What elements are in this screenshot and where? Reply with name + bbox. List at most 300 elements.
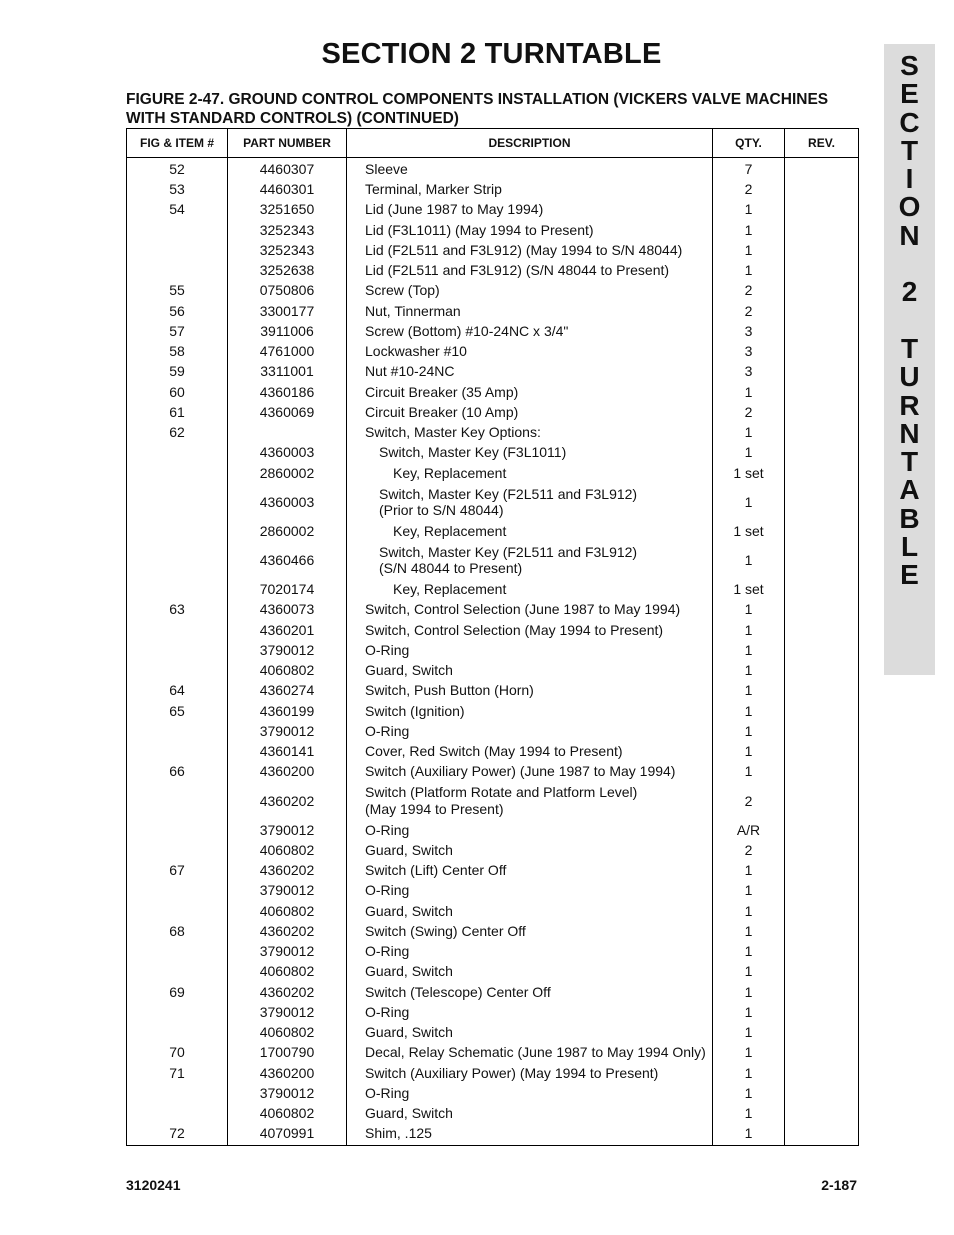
table-row — [127, 941, 859, 961]
qty-cell: 2 — [713, 179, 785, 199]
description-cell — [347, 260, 713, 280]
side-tab-letter: T — [900, 446, 919, 478]
qty-cell: 1 — [713, 220, 785, 240]
fig-item-cell: 72 — [127, 1124, 228, 1146]
qty-cell: 1 — [713, 260, 785, 280]
rev-cell — [785, 158, 859, 180]
description-line: Lid (F2L511 and F3L912) (May 1994 to S/N 48044) — [365, 241, 683, 258]
description-line: Lid (F2L511 and F3L912) (S/N 48044 to Present) — [365, 262, 670, 279]
fig-item-cell — [127, 579, 228, 599]
side-tab-letter: A — [899, 474, 920, 506]
column-header-description: DESCRIPTION — [347, 129, 713, 158]
rev-cell — [785, 982, 859, 1002]
description-cell — [347, 962, 713, 982]
qty-cell: 2 — [713, 281, 785, 301]
rev-cell — [785, 483, 859, 521]
column-header-part-number: PART NUMBER — [228, 129, 347, 158]
part-number-cell: 3790012 — [228, 1002, 347, 1022]
side-tab-letter: O — [898, 191, 921, 223]
side-tab-letter: L — [900, 531, 919, 563]
fig-item-cell: 71 — [127, 1063, 228, 1083]
part-number-cell: 3252343 — [228, 220, 347, 240]
table-row — [127, 660, 859, 680]
description-line: Switch, Master Key Options: — [365, 424, 541, 441]
part-number-cell: 4060802 — [228, 840, 347, 860]
part-number-cell: 3790012 — [228, 1083, 347, 1103]
rev-cell — [785, 402, 859, 422]
part-number-cell: 4360200 — [228, 1063, 347, 1083]
part-number-cell: 4060802 — [228, 962, 347, 982]
description-cell — [347, 200, 713, 220]
description-line: Terminal, Marker Strip — [365, 181, 502, 198]
qty-cell: 1 — [713, 941, 785, 961]
side-tab-letter: E — [900, 78, 919, 110]
table-row — [127, 881, 859, 901]
table-row — [127, 463, 859, 483]
part-number-cell: 4360003 — [228, 443, 347, 463]
description-line: Switch, Master Key (F3L1011) — [379, 444, 567, 461]
fig-item-cell — [127, 962, 228, 982]
fig-item-cell — [127, 1103, 228, 1123]
table-row — [127, 422, 859, 442]
qty-cell: 3 — [713, 321, 785, 341]
table-row — [127, 483, 859, 521]
part-number-cell: 4060802 — [228, 1103, 347, 1123]
fig-item-cell: 60 — [127, 382, 228, 402]
description-line: Guard, Switch — [365, 963, 453, 980]
qty-cell: 2 — [713, 782, 785, 820]
side-tab-letter: N — [899, 219, 920, 251]
table-row — [127, 1022, 859, 1042]
column-header-fig-item: FIG & ITEM # — [127, 129, 228, 158]
fig-item-cell: 62 — [127, 422, 228, 442]
qty-cell: 1 — [713, 240, 785, 260]
fig-item-cell — [127, 220, 228, 240]
part-number-cell: 4360202 — [228, 782, 347, 820]
description-cell — [347, 901, 713, 921]
table-row — [127, 200, 859, 220]
side-tab-letter: B — [899, 502, 920, 534]
qty-cell: 3 — [713, 341, 785, 361]
qty-cell: 1 — [713, 860, 785, 880]
description-cell — [347, 521, 713, 541]
qty-cell: 1 set — [713, 463, 785, 483]
description-line: Switch, Master Key (F2L511 and F3L912) — [379, 543, 638, 560]
part-number-cell: 3790012 — [228, 941, 347, 961]
fig-item-cell: 68 — [127, 921, 228, 941]
qty-cell: 1 — [713, 1022, 785, 1042]
table-row — [127, 901, 859, 921]
description-line: Guard, Switch — [365, 1105, 453, 1122]
fig-item-cell: 57 — [127, 321, 228, 341]
description-line: Key, Replacement — [393, 581, 507, 598]
rev-cell — [785, 579, 859, 599]
figure-title-line-1: FIGURE 2-47. GROUND CONTROL COMPONENTS INSTALLATION (VICKERS VALVE MACHINES — [126, 91, 829, 108]
description-cell — [347, 382, 713, 402]
parts-table — [126, 128, 859, 1146]
description-line: Switch (Ignition) — [365, 702, 465, 719]
fig-item-cell — [127, 640, 228, 660]
qty-cell: 1 — [713, 762, 785, 782]
qty-cell: 1 — [713, 541, 785, 579]
fig-item-cell: 59 — [127, 362, 228, 382]
part-number-cell: 3790012 — [228, 640, 347, 660]
section-title: SECTION 2 TURNTABLE — [321, 38, 662, 70]
part-number-cell: 4360003 — [228, 483, 347, 521]
table-row — [127, 382, 859, 402]
description-cell — [347, 721, 713, 741]
description-cell — [347, 1124, 713, 1146]
table-row — [127, 640, 859, 660]
description-cell — [347, 640, 713, 660]
table-header-row — [127, 129, 859, 158]
table-row — [127, 1103, 859, 1123]
description-line: Key, Replacement — [393, 522, 507, 539]
qty-cell: 1 — [713, 200, 785, 220]
description-line: Switch (Auxiliary Power) (June 1987 to May 1994) — [365, 763, 676, 780]
qty-cell: 7 — [713, 158, 785, 180]
part-number-cell: 4360202 — [228, 921, 347, 941]
fig-item-cell — [127, 1022, 228, 1042]
parts-table-body — [127, 158, 859, 1146]
description-cell — [347, 443, 713, 463]
qty-cell: 1 — [713, 921, 785, 941]
rev-cell — [785, 179, 859, 199]
side-tab-letter: I — [905, 163, 914, 195]
part-number-cell: 4761000 — [228, 341, 347, 361]
table-row — [127, 962, 859, 982]
part-number-cell: 4460307 — [228, 158, 347, 180]
qty-cell: 1 — [713, 681, 785, 701]
description-cell — [347, 541, 713, 579]
fig-item-cell: 69 — [127, 982, 228, 1002]
description-line: Shim, .125 — [365, 1125, 432, 1142]
fig-item-cell — [127, 620, 228, 640]
rev-cell — [785, 640, 859, 660]
rev-cell — [785, 620, 859, 640]
description-line: Switch (Lift) Center Off — [365, 862, 507, 879]
side-tab-letter: E — [900, 559, 919, 591]
description-cell — [347, 281, 713, 301]
description-cell — [347, 820, 713, 840]
description-line: Switch (Swing) Center Off — [365, 922, 526, 939]
part-number-cell: 1700790 — [228, 1043, 347, 1063]
rev-cell — [785, 362, 859, 382]
description-cell — [347, 362, 713, 382]
qty-cell: 1 — [713, 1063, 785, 1083]
fig-item-cell — [127, 521, 228, 541]
qty-cell: 1 set — [713, 579, 785, 599]
rev-cell — [785, 660, 859, 680]
part-number-cell: 3311001 — [228, 362, 347, 382]
description-cell — [347, 463, 713, 483]
description-cell — [347, 1002, 713, 1022]
table-row — [127, 1002, 859, 1022]
rev-cell — [785, 840, 859, 860]
part-number-cell: 4060802 — [228, 901, 347, 921]
part-number-cell: 4060802 — [228, 1022, 347, 1042]
qty-cell: 1 — [713, 982, 785, 1002]
table-row — [127, 443, 859, 463]
fig-item-cell — [127, 443, 228, 463]
table-row — [127, 179, 859, 199]
description-cell — [347, 782, 713, 820]
rev-cell — [785, 541, 859, 579]
fig-item-cell — [127, 541, 228, 579]
description-cell — [347, 1083, 713, 1103]
qty-cell: 1 — [713, 1124, 785, 1146]
part-number-cell: 4360202 — [228, 860, 347, 880]
fig-item-cell — [127, 840, 228, 860]
qty-cell: 1 — [713, 1002, 785, 1022]
fig-item-cell — [127, 1083, 228, 1103]
rev-cell — [785, 1124, 859, 1146]
rev-cell — [785, 881, 859, 901]
description-cell — [347, 220, 713, 240]
description-cell — [347, 158, 713, 180]
description-cell — [347, 660, 713, 680]
rev-cell — [785, 220, 859, 240]
part-number-cell: 3790012 — [228, 881, 347, 901]
description-cell — [347, 982, 713, 1002]
description-cell — [347, 681, 713, 701]
description-line: Cover, Red Switch (May 1994 to Present) — [365, 743, 623, 760]
table-row — [127, 840, 859, 860]
qty-cell: 1 — [713, 600, 785, 620]
fig-item-cell: 53 — [127, 179, 228, 199]
description-cell — [347, 762, 713, 782]
table-row — [127, 1083, 859, 1103]
fig-item-cell: 65 — [127, 701, 228, 721]
rev-cell — [785, 1022, 859, 1042]
description-line: Nut, Tinnerman — [365, 302, 461, 319]
description-cell — [347, 881, 713, 901]
footer-page-number: 2-187 — [821, 1177, 857, 1193]
qty-cell: 1 — [713, 721, 785, 741]
description-line: Lockwasher #10 — [365, 343, 467, 360]
table-row — [127, 362, 859, 382]
table-row — [127, 521, 859, 541]
rev-cell — [785, 782, 859, 820]
figure-title — [126, 90, 866, 128]
description-cell — [347, 860, 713, 880]
fig-item-cell — [127, 721, 228, 741]
description-line: Guard, Switch — [365, 1024, 453, 1041]
description-cell — [347, 341, 713, 361]
qty-cell: 1 — [713, 962, 785, 982]
qty-cell: 1 set — [713, 521, 785, 541]
table-row — [127, 220, 859, 240]
description-cell — [347, 301, 713, 321]
description-line-2: (S/N 48044 to Present) — [379, 560, 523, 577]
rev-cell — [785, 600, 859, 620]
description-line: Switch, Control Selection (June 1987 to May 1994) — [365, 601, 681, 618]
fig-item-cell — [127, 820, 228, 840]
part-number-cell: 4360201 — [228, 620, 347, 640]
part-number-cell: 4060802 — [228, 660, 347, 680]
description-line: Screw (Bottom) #10-24NC x 3/4" — [365, 322, 569, 339]
description-line: Switch, Master Key (F2L511 and F3L912) — [379, 485, 638, 502]
rev-cell — [785, 463, 859, 483]
rev-cell — [785, 681, 859, 701]
part-number-cell: 0750806 — [228, 281, 347, 301]
fig-item-cell: 61 — [127, 402, 228, 422]
fig-item-cell: 55 — [127, 281, 228, 301]
description-cell — [347, 402, 713, 422]
footer-doc-number: 3120241 — [126, 1177, 181, 1193]
rev-cell — [785, 741, 859, 761]
description-cell — [347, 921, 713, 941]
rev-cell — [785, 721, 859, 741]
table-row — [127, 158, 859, 180]
table-row — [127, 782, 859, 820]
table-row — [127, 600, 859, 620]
description-line: Sleeve — [365, 160, 408, 177]
side-tab-letter: C — [899, 106, 920, 138]
rev-cell — [785, 301, 859, 321]
part-number-cell: 2860002 — [228, 463, 347, 483]
qty-cell: 1 — [713, 881, 785, 901]
table-row — [127, 1063, 859, 1083]
qty-cell: A/R — [713, 820, 785, 840]
part-number-cell: 4360200 — [228, 762, 347, 782]
fig-item-cell — [127, 483, 228, 521]
qty-cell: 1 — [713, 660, 785, 680]
rev-cell — [785, 321, 859, 341]
qty-cell: 1 — [713, 382, 785, 402]
table-row — [127, 982, 859, 1002]
description-line: O-Ring — [365, 722, 410, 739]
part-number-cell: 4360073 — [228, 600, 347, 620]
part-number-cell: 4360069 — [228, 402, 347, 422]
fig-item-cell — [127, 1002, 228, 1022]
part-number-cell: 4360141 — [228, 741, 347, 761]
rev-cell — [785, 962, 859, 982]
description-line: Key, Replacement — [393, 464, 507, 481]
table-row — [127, 681, 859, 701]
rev-cell — [785, 941, 859, 961]
qty-cell: 1 — [713, 1083, 785, 1103]
side-tab-letters — [884, 52, 935, 590]
part-number-cell: 3252343 — [228, 240, 347, 260]
fig-item-cell — [127, 901, 228, 921]
table-row — [127, 1043, 859, 1063]
fig-item-cell: 56 — [127, 301, 228, 321]
description-line: O-Ring — [365, 882, 410, 899]
rev-cell — [785, 701, 859, 721]
qty-cell: 2 — [713, 402, 785, 422]
fig-item-cell — [127, 463, 228, 483]
side-tab-letter: T — [900, 134, 919, 166]
rev-cell — [785, 422, 859, 442]
description-cell — [347, 701, 713, 721]
description-cell — [347, 321, 713, 341]
side-tab-letter — [884, 250, 935, 278]
description-cell — [347, 1043, 713, 1063]
description-line: Switch (Platform Rotate and Platform Level) — [365, 784, 638, 801]
rev-cell — [785, 820, 859, 840]
table-row — [127, 721, 859, 741]
fig-item-cell — [127, 741, 228, 761]
rev-cell — [785, 1002, 859, 1022]
rev-cell — [785, 443, 859, 463]
table-row — [127, 701, 859, 721]
description-cell — [347, 579, 713, 599]
part-number-cell: 4360202 — [228, 982, 347, 1002]
part-number-cell: 3251650 — [228, 200, 347, 220]
side-tab-letter: R — [899, 389, 920, 421]
description-line: O-Ring — [365, 821, 410, 838]
rev-cell — [785, 240, 859, 260]
description-cell — [347, 1103, 713, 1123]
description-line-2: (Prior to S/N 48044) — [379, 502, 504, 518]
rev-cell — [785, 921, 859, 941]
description-cell — [347, 240, 713, 260]
description-line: Guard, Switch — [365, 662, 453, 679]
part-number-cell: 3300177 — [228, 301, 347, 321]
rev-cell — [785, 860, 859, 880]
description-cell — [347, 179, 713, 199]
fig-item-cell — [127, 941, 228, 961]
fig-item-cell: 66 — [127, 762, 228, 782]
side-tab-letter: N — [899, 417, 920, 449]
description-cell — [347, 600, 713, 620]
description-line-2: (May 1994 to Present) — [365, 800, 504, 817]
rev-cell — [785, 260, 859, 280]
description-line: O-Ring — [365, 641, 410, 658]
qty-cell: 1 — [713, 901, 785, 921]
part-number-cell: 4070991 — [228, 1124, 347, 1146]
table-row — [127, 860, 859, 880]
column-header-qty: QTY. — [713, 129, 785, 158]
rev-cell — [785, 281, 859, 301]
table-row — [127, 301, 859, 321]
table-row — [127, 281, 859, 301]
part-number-cell: 4360186 — [228, 382, 347, 402]
part-number-cell: 4460301 — [228, 179, 347, 199]
table-row — [127, 341, 859, 361]
side-tab-letter: S — [900, 50, 919, 81]
part-number-cell: 4360466 — [228, 541, 347, 579]
qty-cell: 1 — [713, 443, 785, 463]
qty-cell: 1 — [713, 1103, 785, 1123]
rev-cell — [785, 901, 859, 921]
fig-item-cell: 52 — [127, 158, 228, 180]
fig-item-cell: 54 — [127, 200, 228, 220]
description-line: O-Ring — [365, 943, 410, 960]
column-header-rev: REV. — [785, 129, 859, 158]
description-cell — [347, 741, 713, 761]
fig-item-cell: 64 — [127, 681, 228, 701]
fig-item-cell — [127, 782, 228, 820]
table-row — [127, 260, 859, 280]
description-cell — [347, 422, 713, 442]
table-row — [127, 741, 859, 761]
description-line: Lid (June 1987 to May 1994) — [365, 201, 544, 218]
table-row — [127, 541, 859, 579]
description-cell — [347, 840, 713, 860]
qty-cell: 3 — [713, 362, 785, 382]
table-row — [127, 762, 859, 782]
rev-cell — [785, 341, 859, 361]
description-line: Lid (F3L1011) (May 1994 to Present) — [365, 221, 594, 238]
fig-item-cell: 70 — [127, 1043, 228, 1063]
qty-cell: 1 — [713, 422, 785, 442]
description-line: O-Ring — [365, 1003, 410, 1020]
description-line: Circuit Breaker (35 Amp) — [365, 383, 519, 400]
part-number-cell: 2860002 — [228, 521, 347, 541]
part-number-cell: 3790012 — [228, 721, 347, 741]
